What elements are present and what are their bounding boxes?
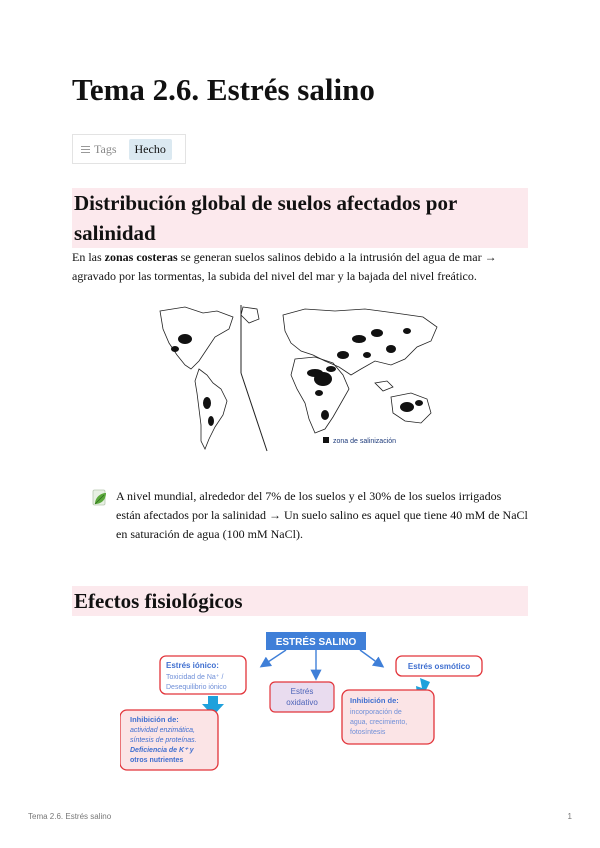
salinity-effects-diagram: [120, 628, 490, 783]
inhib1-title: Inhibición de:: [130, 715, 179, 724]
list-icon: [81, 144, 90, 155]
world-map-svg: [155, 303, 445, 453]
osmotic-title: Estrés osmótico: [407, 662, 471, 671]
tags-property: [72, 134, 186, 164]
ionic-title: Estrés iónico:: [166, 661, 219, 670]
inhib1-line1: actividad enzimática,: [130, 727, 195, 734]
para-pre: En las: [72, 250, 105, 264]
inhib2-line2: agua, crecimiento,: [350, 719, 408, 726]
para-post: se generan suelos salinos debido a la intrusión del agua de mar → agravado por las tormentas, la subida del nivel del mar y la bajada del nivel freático.: [72, 250, 497, 283]
page-title: Tema 2.6. Estrés salino: [72, 72, 375, 107]
section-heading-efectos: Efectos fisiológicos: [72, 586, 528, 616]
inhib1-line4: otros nutrientes: [130, 757, 184, 764]
world-salinity-map: [155, 303, 445, 458]
leaf-icon: [92, 489, 108, 514]
tags-label: Tags: [94, 141, 117, 156]
inhib1-line2: síntesis de proteínas.: [130, 737, 197, 744]
ionic-line1: Toxicidad de Na⁺ /: [166, 674, 224, 681]
paragraph-zonas-costeras: [72, 248, 528, 286]
map-legend-label: zona de salinización: [333, 438, 397, 445]
inhib1-line3: Deficiencia de K⁺ y: [130, 747, 194, 754]
section-heading-distribucion: Distribución global de suelos afectados por salinidad: [72, 188, 528, 248]
inhib2-line3: fotosíntesis: [350, 729, 386, 736]
page-number: 1: [567, 812, 572, 821]
diagram-svg: [120, 628, 490, 778]
diagram-root-label: ESTRÉS SALINO: [275, 637, 357, 648]
para-bold: zonas costeras: [104, 250, 178, 264]
callout-block: [92, 487, 528, 544]
ionic-line2: Desequilibrio iónico: [166, 684, 227, 691]
tag-hecho[interactable]: Hecho: [129, 139, 172, 160]
page-footer: Tema 2.6. Estrés salino: [28, 812, 112, 821]
callout-text: A nivel mundial, alrededor del 7% de los suelos y el 30% de los suelos irrigados están afectados por la salinidad → Un suelo salino es aquel que tiene 40 mM de NaCl en saturación de agua (100 mM NaCl).: [116, 489, 528, 541]
tags-label-wrap: [81, 142, 117, 157]
oxid-line2: oxidativo: [286, 698, 318, 707]
inhib2-title: Inhibición de:: [350, 696, 399, 705]
inhib2-line1: incorporación de: [350, 709, 402, 716]
oxid-line1: Estrés: [290, 687, 314, 696]
